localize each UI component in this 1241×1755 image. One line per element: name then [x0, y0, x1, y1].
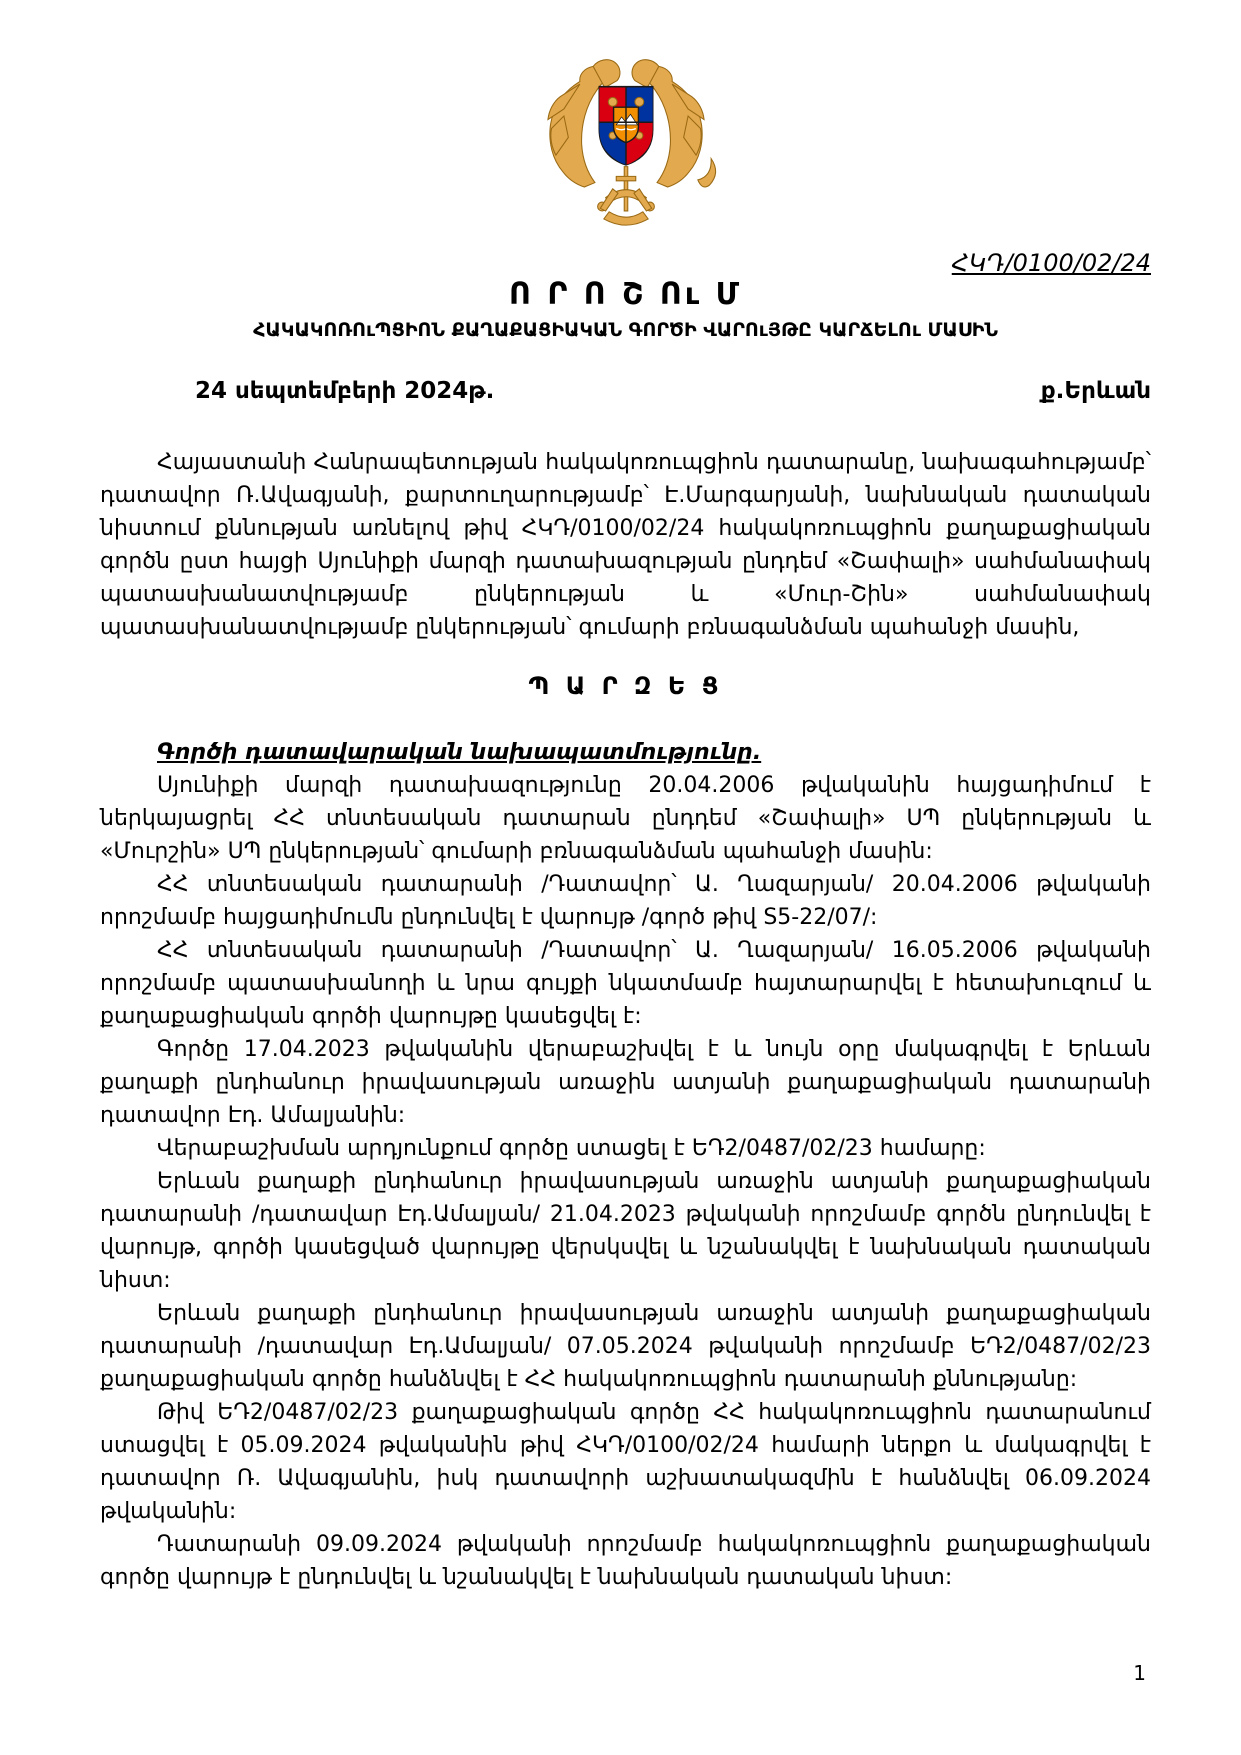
decision-date: 24 սեպտեմբերի 2024թ.: [195, 377, 495, 404]
date-location-row: [100, 378, 1151, 404]
paragraph: Սյունիքի մարզի դատախազությունը 20.04.2006 թվականին հայցադիմում է ներկայացրել ՀՀ տնտեսական դատարան ընդդեմ «Շափալի» ՍՊ ընկերության և «Մուրշին» ՍՊ ընկերության՝ գումարի բռնագանձման պահանջի մասին:: [100, 773, 1151, 865]
document-title: Ո Ր Ո Շ Ու Մ: [509, 277, 742, 313]
paragraph: ՀՀ տնտեսական դատարանի /Դատավոր՝ Ա. Ղազարյան/ 16.05.2006 թվականի որոշմամբ պատասխանողի և նրա գույքի նկատմամբ հայտարարվել է հետախուզում և քաղաքացիական գործի վարույթը կասեցվել է:: [100, 938, 1151, 1030]
paragraph: Թիվ ԵԴ2/0487/02/23 քաղաքացիական գործը ՀՀ հակակոռուպցիոն դատարանում ստացվել է 05.09.2024 թվականին թիվ ՀԿԴ/0100/02/24 համարի ներքո և մակագրվել է դատավոր Ռ. Ավագյանին, իսկ դատավորի աշխատակազմին է հանձնվել 06.09.2024 թվականին:: [100, 1400, 1151, 1525]
paragraph: Գործը 17.04.2023 թվականին վերաբաշխվել է և նույն օրը մակագրվել է Երևան քաղաքի ընդհանուր իրավասության առաջին ատյանի քաղաքացիական դատարանի դատավոր Էդ. Ամալյանին:: [100, 1037, 1151, 1129]
shield: [599, 87, 652, 165]
decision-location: ք.Երևան: [1040, 377, 1151, 404]
preamble-paragraph: Հայաստանի Հանրապետության հակակոռուպցիոն դատարանը, նախագահությամբ՝ դատավոր Ռ.Ավագյանի, քարտուղարությամբ՝ Է.Մարգարյանի, նախնական դատական նիստում քննության առնելով թիվ ՀԿԴ/0100/02/24 հակակոռուպցիոն քաղաքացիական գործն ըստ հայցի Սյունիքի մարզի դատախազության ընդդեմ «Շափալի» սահմանափակ պատասխանատվությամբ ընկերության և «Մուր-Շին» սահմանափակ պատասխանատվությամբ ընկերության՝ գումարի բռնագանձման պահանջի մասին,: [100, 449, 1151, 640]
emblem-container: [100, 46, 1151, 236]
document-subtitle: ՀԱԿԱԿՈՌՈւՊՑԻՈՆ ՔԱՂԱՔԱՑԻԱԿԱՆ ԳՈՐԾԻ ՎԱՐՈւՅԹԸ ԿԱՐՃԵԼՈւ ՄԱՍԻՆ: [253, 318, 998, 341]
paragraph: ՀՀ տնտեսական դատարանի /Դատավոր՝ Ա. Ղազարյան/ 20.04.2006 թվականի որոշմամբ հայցադիմումն ընդունվել է վարույթ /գործ թիվ S5-22/07/:: [100, 872, 1151, 931]
paragraph: Դատարանի 09.09.2024 թվականի որոշմամբ հակակոռուպցիոն քաղաքացիական գործը վարույթ է ընդունվել և նշանակվել է նախնական դատական նիստ:: [100, 1532, 1151, 1591]
body-paragraphs: [100, 769, 1151, 1594]
paragraph: Երևան քաղաքի ընդհանուր իրավասության առաջին ատյանի քաղաքացիական դատարանի /դատավար Էդ.Ամալյան/ 07.05.2024 թվականի որոշմամբ ԵԴ2/0487/02/23 քաղաքացիական գործը հանձնվել է ՀՀ հակակոռուպցիոն դատարանի քննությանը:: [100, 1301, 1151, 1393]
case-number: ՀԿԴ/0100/02/24: [951, 249, 1151, 277]
paragraph: Վերաբաշխման արդյունքում գործը ստացել է ԵԴ2/0487/02/23 համարը:: [157, 1136, 986, 1162]
page-number: 1: [1133, 1661, 1146, 1685]
armenia-coat-of-arms-icon: [524, 46, 728, 234]
resolve-heading: Պ Ա Ր Զ Ե Ց: [528, 671, 723, 700]
section-heading: Գործի դատավարական նախապատմությունը.: [157, 740, 762, 766]
paragraph: Երևան քաղաքի ընդհանուր իրավասության առաջին ատյանի քաղաքացիական դատարանի /դատավար Էդ.Ամալյան/ 21.04.2023 թվականի որոշմամբ գործն ընդունվել է վարույթ, գործի կասեցված վարույթը վերսկսվել և նշանակվել է նախնական դատական նիստ:: [100, 1169, 1151, 1294]
